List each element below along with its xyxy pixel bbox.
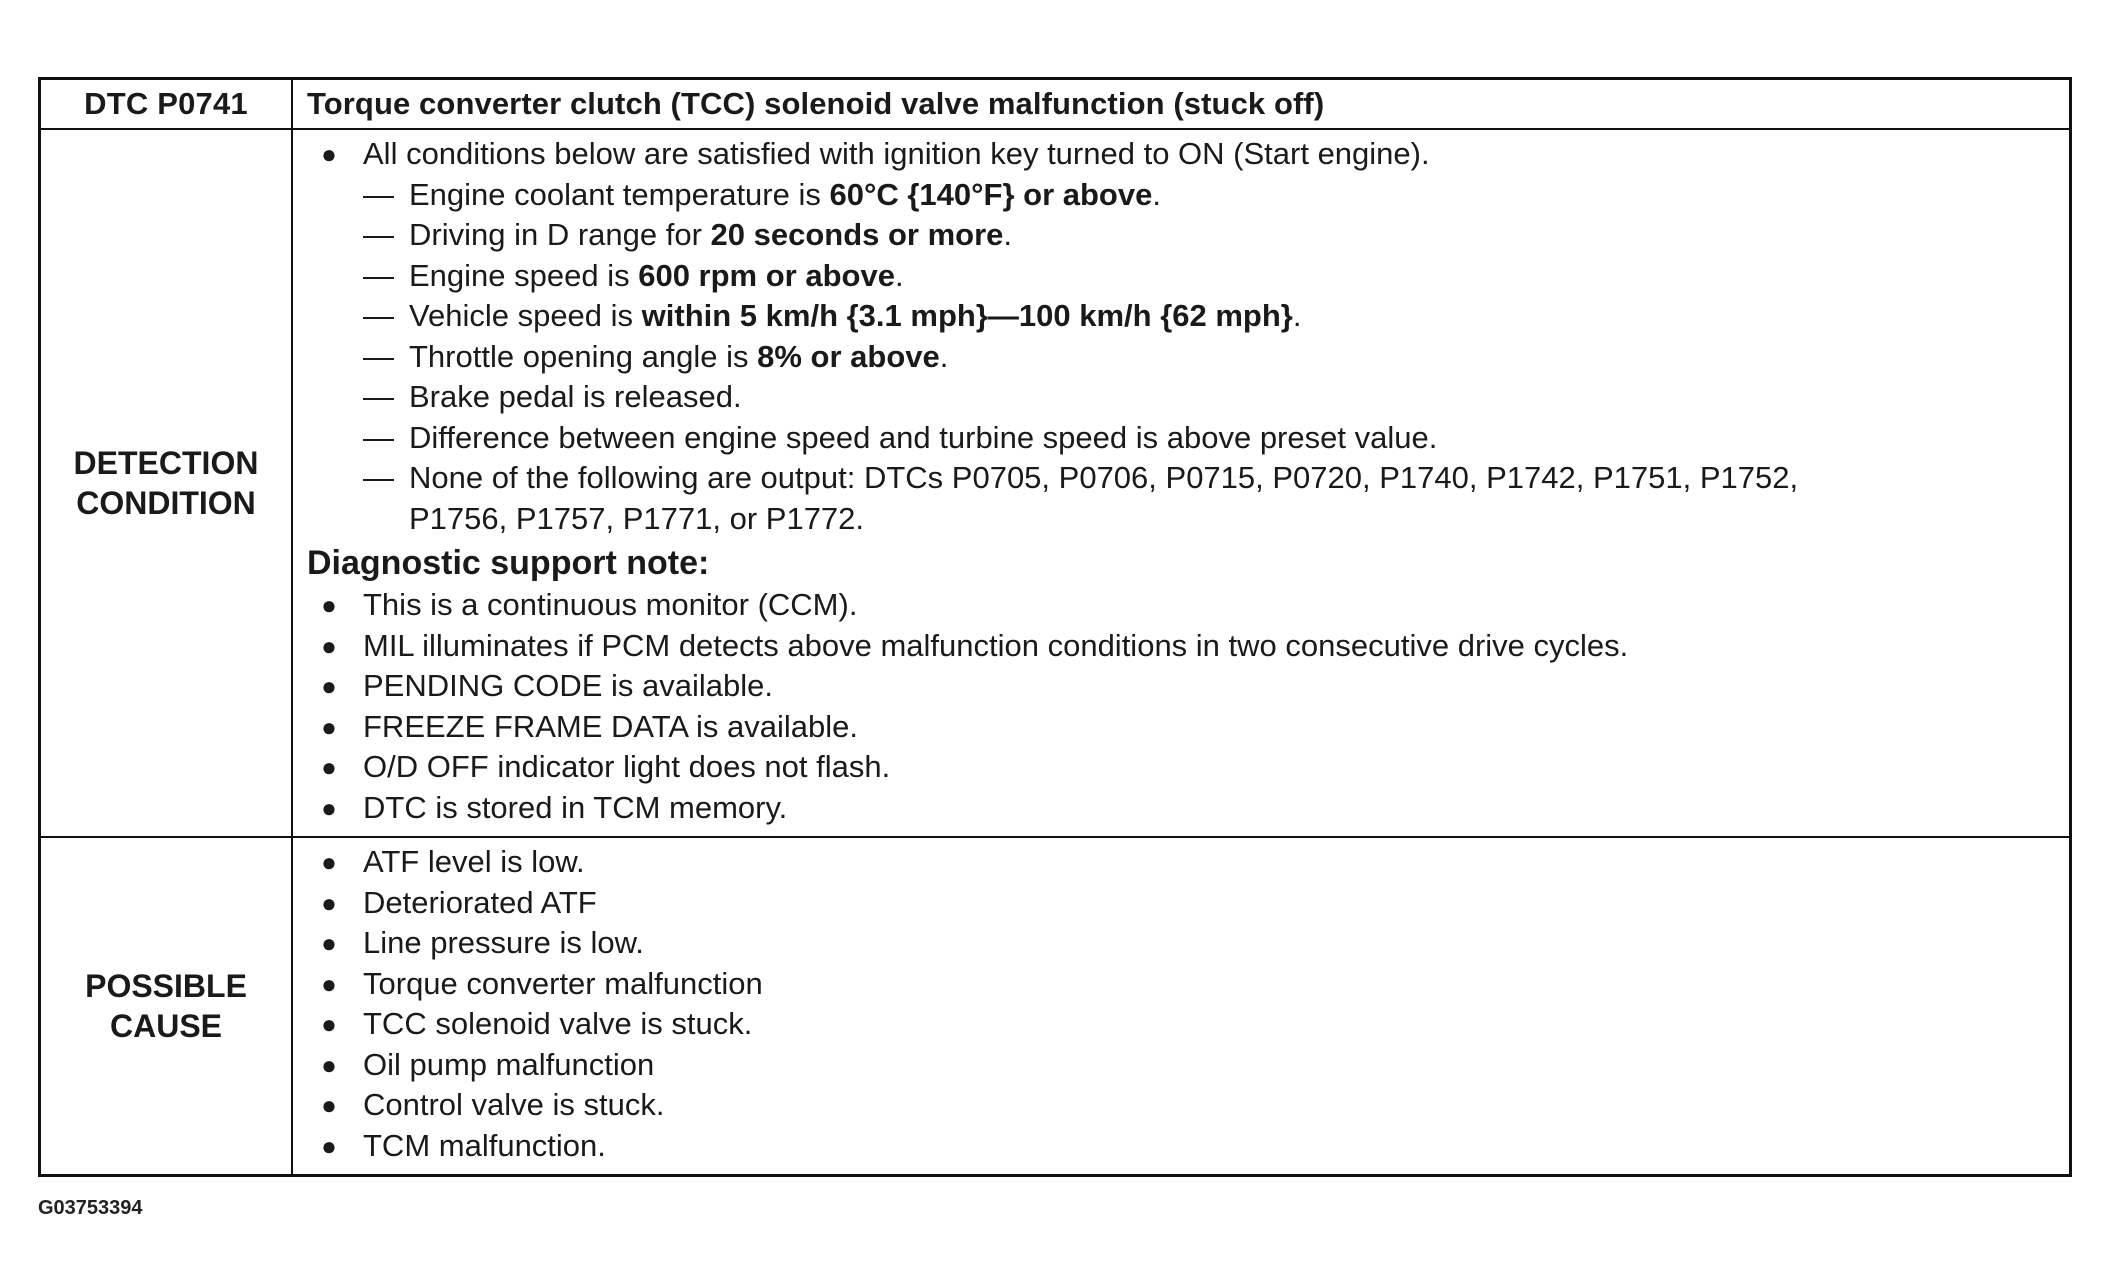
possible-cause-row	[41, 837, 2069, 1174]
condition-tail: .	[894, 257, 904, 293]
note-item	[307, 707, 2049, 748]
cause-item	[307, 964, 2049, 1005]
detection-intro-text: All conditions below are satisfied with ignition key turned to ON (Start engine).	[363, 136, 1430, 171]
bullet-icon: ●	[321, 1130, 337, 1161]
dash-icon: —	[363, 460, 394, 495]
figure-id: G03753394	[38, 1197, 143, 1219]
cause-item	[307, 883, 2049, 924]
condition-tail: .	[1003, 217, 1013, 252]
dash-icon: —	[363, 257, 394, 293]
possible-cause-label	[41, 837, 292, 1174]
condition-tail: .	[1292, 298, 1302, 333]
note-text: MIL illuminates if PCM detects above malfunction conditions in two consecutive drive cycles.	[363, 627, 1629, 663]
cause-text: Oil pump malfunction	[363, 1046, 655, 1082]
dash-icon: —	[363, 217, 394, 252]
bullet-icon: ●	[321, 711, 337, 742]
note-heading: Diagnostic support note:	[307, 544, 710, 582]
condition-text: Throttle opening angle is	[409, 338, 758, 374]
cause-item	[307, 1045, 2049, 1086]
bullet-icon: ●	[321, 1009, 337, 1039]
detection-label-line1: DETECTION	[73, 445, 259, 481]
cause-text: ATF level is low.	[363, 844, 585, 879]
bullet-icon: ●	[321, 139, 337, 169]
dtc-table	[41, 80, 2069, 1174]
condition-continuation: P1756, P1757, P1771, or P1772.	[409, 500, 865, 536]
condition-text: Difference between engine speed and turbine speed is above preset value.	[409, 419, 1438, 455]
condition-text: Engine coolant temperature is	[409, 176, 830, 212]
possible-cause-label-line1: POSSIBLE	[85, 968, 247, 1004]
condition-value: 600 rpm or above	[638, 257, 895, 293]
dash-icon: —	[363, 176, 394, 212]
cause-item	[307, 923, 2049, 964]
condition-value: 20 seconds or more	[710, 217, 1004, 252]
cause-item	[307, 1004, 2049, 1045]
note-text: This is a continuous monitor (CCM).	[363, 587, 858, 622]
cause-text: Torque converter malfunction	[363, 965, 763, 1001]
note-item	[307, 788, 2049, 829]
dtc-code: DTC P0741	[41, 80, 292, 129]
condition-text: Driving in D range for	[409, 217, 711, 252]
dash-icon: —	[363, 338, 394, 374]
bullet-icon: ●	[321, 847, 337, 877]
note-text: PENDING CODE is available.	[363, 668, 774, 703]
condition-item	[307, 377, 2049, 418]
detection-label-line2: CONDITION	[76, 485, 256, 521]
detection-row	[41, 129, 2069, 837]
dash-icon: —	[363, 419, 394, 455]
condition-item	[307, 256, 2049, 297]
detection-label	[41, 129, 292, 837]
bullet-icon: ●	[321, 1049, 337, 1080]
condition-tail: .	[939, 338, 949, 374]
bullet-icon: ●	[321, 1090, 337, 1120]
detection-intro	[307, 134, 2049, 175]
bullet-icon: ●	[321, 752, 337, 782]
note-text: FREEZE FRAME DATA is available.	[363, 708, 858, 744]
cause-text: Line pressure is low.	[363, 925, 644, 960]
bullet-icon: ●	[321, 671, 337, 701]
note-text: DTC is stored in TCM memory.	[363, 789, 788, 825]
cause-text: Control valve is stuck.	[363, 1087, 665, 1122]
bullet-icon: ●	[321, 887, 337, 918]
dtc-table-frame	[38, 77, 2072, 1177]
bullet-icon: ●	[321, 968, 337, 999]
condition-text: None of the following are output: DTCs P0705, P0706, P0715, P0720, P1740, P1742, P1751, P1752,	[409, 460, 1799, 495]
cause-item	[307, 842, 2049, 883]
note-item	[307, 585, 2049, 626]
note-text: O/D OFF indicator light does not flash.	[363, 749, 891, 784]
cause-item	[307, 1126, 2049, 1167]
bullet-icon: ●	[321, 928, 337, 958]
condition-item	[307, 296, 2049, 337]
note-item	[307, 666, 2049, 707]
cause-item	[307, 1085, 2049, 1126]
cause-text: TCC solenoid valve is stuck.	[363, 1006, 753, 1041]
bullet-icon: ●	[321, 590, 337, 620]
detection-content	[292, 129, 2069, 837]
condition-value: within 5 km/h {3.1 mph}—100 km/h {62 mph}	[641, 298, 1293, 333]
condition-item	[307, 175, 2049, 216]
cause-text: Deteriorated ATF	[363, 884, 597, 920]
condition-text: Vehicle speed is	[409, 298, 642, 333]
condition-text: Brake pedal is released.	[409, 379, 742, 414]
condition-item	[307, 337, 2049, 378]
dash-icon: —	[363, 298, 394, 333]
note-item	[307, 626, 2049, 667]
condition-item	[307, 418, 2049, 459]
condition-text: Engine speed is	[409, 257, 639, 293]
note-item	[307, 747, 2049, 788]
bullet-icon: ●	[321, 792, 337, 823]
possible-cause-label-line2: CAUSE	[109, 1008, 222, 1044]
dash-icon: —	[363, 379, 394, 414]
dtc-title: Torque converter clutch (TCC) solenoid valve malfunction (stuck off)	[292, 80, 2069, 129]
condition-value: 60°C {140°F} or above	[829, 176, 1153, 212]
condition-item	[307, 458, 2049, 499]
condition-item	[307, 215, 2049, 256]
header-row	[41, 80, 2069, 129]
cause-text: TCM malfunction.	[363, 1127, 606, 1163]
bullet-icon: ●	[321, 630, 337, 661]
possible-cause-content	[292, 837, 2069, 1174]
condition-tail: .	[1152, 176, 1161, 212]
condition-value: 8% or above	[757, 338, 940, 374]
